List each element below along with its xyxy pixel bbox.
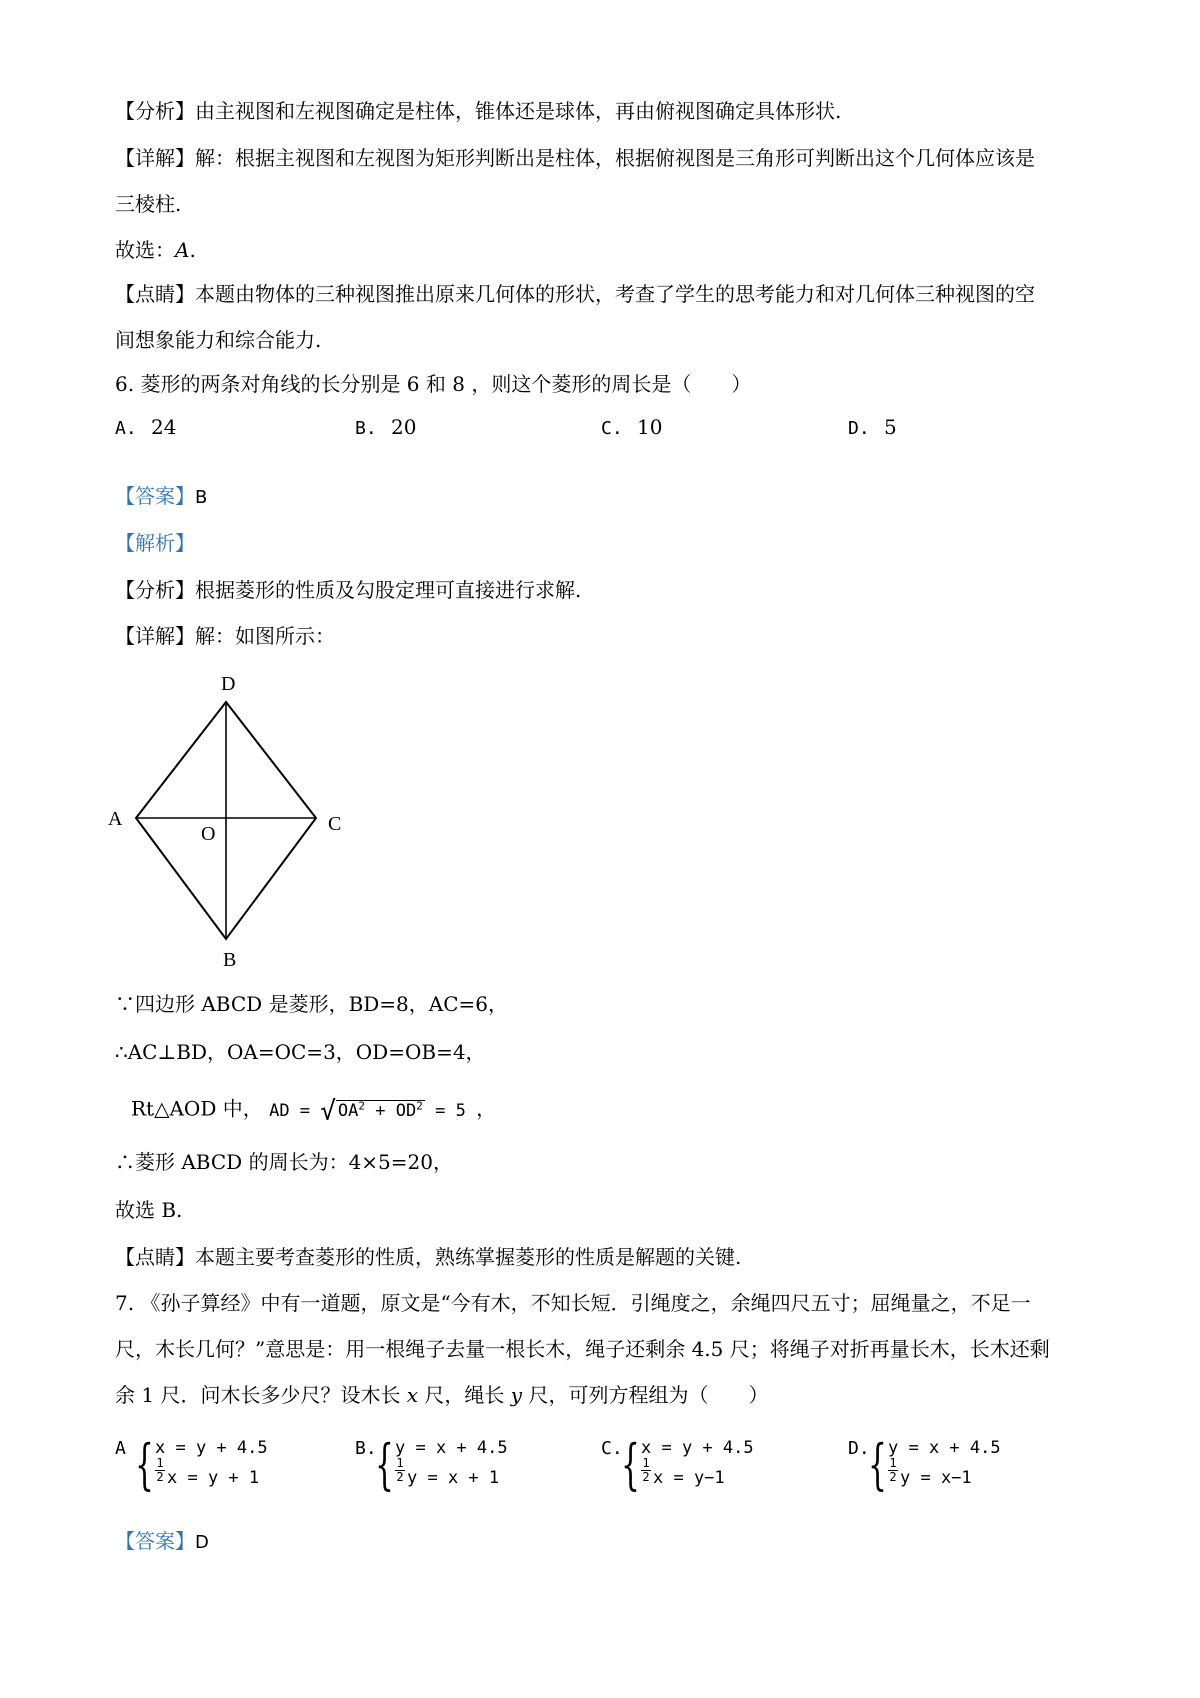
q7-option-c-letter: C. [601, 1438, 623, 1459]
q7-option-b-eq1: y = x + 4.5 [395, 1438, 508, 1458]
q6-option-a [115, 413, 177, 443]
q6-step3-formula [269, 1096, 476, 1127]
vertex-label-d: D [221, 673, 236, 695]
q5-choice-suffix: . [189, 238, 196, 262]
q5-detail-line1: 【详解】解：根据主视图和左视图为矩形判断出是柱体，根据俯视图是三角形可判断出这个几何体应该是 [115, 146, 1035, 170]
q7-option-d [848, 1433, 1078, 1498]
q7-option-c-fraction [641, 1458, 651, 1483]
exponent-od: 2 [416, 1099, 423, 1112]
brace-icon: { [135, 1433, 154, 1496]
q7-option-d-letter: D. [848, 1438, 870, 1459]
q6-step3 [131, 1092, 496, 1126]
q6-choice: 故选 B. [115, 1198, 183, 1222]
fraction-numerator: 1 [642, 1456, 650, 1470]
brace-icon: { [621, 1433, 640, 1496]
q6-answer-value: B [195, 487, 208, 508]
radicand-plus: + [365, 1100, 396, 1121]
center-label-o: O [201, 823, 216, 845]
q6-option-c-letter: C. [601, 418, 623, 439]
radicand-od: OD [395, 1100, 417, 1121]
q6-option-b [355, 413, 417, 443]
q5-comment-line1: 【点睛】本题由物体的三种视图推出原来几何体的形状，考查了学生的思考能力和对几何体三种视图的空 [115, 282, 1035, 306]
q6-detail: 【详解】解：如图所示： [115, 624, 335, 648]
fraction-numerator: 1 [889, 1456, 897, 1470]
q5-choice-prefix: 故选： [115, 238, 175, 262]
q7-option-a-eq1: x = y + 4.5 [155, 1438, 268, 1458]
brace-icon: { [868, 1433, 887, 1496]
q6-option-d [848, 413, 897, 443]
q7-question-3a: 余 1 尺．问木长多少尺？设木长 [115, 1383, 407, 1407]
q7-option-b-fraction [395, 1458, 405, 1483]
q7-option-d-eq2: y = x−1 [900, 1468, 972, 1488]
q7-option-a-fraction [155, 1458, 165, 1483]
fraction-denominator: 2 [889, 1470, 897, 1484]
q7-answer-value: D [195, 1532, 209, 1553]
q6-step4: ∴菱形 ABCD 的周长为：4×5=20， [115, 1150, 453, 1174]
q7-question-3c: 尺，可列方程组为（ ） [522, 1383, 769, 1407]
vertex-label-c: C [328, 813, 342, 835]
q5-choice-letter: A [175, 238, 190, 262]
radicand-oa: OA [337, 1100, 359, 1121]
brace-icon: { [375, 1433, 394, 1496]
q7-question-line2: 尺，木长几何？”意思是：用一根绳子去量一根长木，绳子还剩余 4.5 尺；将绳子对折再量长木，长木还剩 [115, 1337, 1050, 1361]
q7-option-d-fraction [888, 1458, 898, 1483]
q7-question-line3 [115, 1381, 768, 1409]
exponent-oa: 2 [358, 1099, 366, 1112]
q6-option-c [601, 413, 663, 443]
fraction-numerator: 1 [156, 1456, 164, 1470]
q7-option-b [355, 1433, 585, 1498]
q7-option-c-eq2: x = y−1 [653, 1468, 725, 1488]
q7-answer-tag: 【答案】 [115, 1529, 195, 1553]
q6-option-d-value: 5 [884, 415, 897, 439]
q7-var-x: x [406, 1383, 419, 1407]
q7-option-a [115, 1433, 345, 1498]
q6-option-d-letter: D. [848, 418, 870, 439]
q6-step3-rhs: = 5 [424, 1100, 466, 1121]
q7-question-line1: 7. 《孙子算经》中有一道题，原文是“今有木，不知长短．引绳度之，余绳四尺五寸；屈绳量之，不足一 [115, 1291, 1031, 1315]
fraction-numerator: 1 [396, 1456, 404, 1470]
q6-option-c-value: 10 [637, 415, 663, 439]
fraction-denominator: 2 [642, 1470, 650, 1484]
square-root [320, 1092, 425, 1126]
rhombus-figure [100, 660, 360, 980]
q6-step3-lhs: AD = [269, 1100, 321, 1121]
q5-analysis: 【分析】由主视图和左视图确定是柱体，锥体还是球体，再由俯视图确定具体形状. [115, 99, 842, 123]
q5-choice [115, 236, 196, 264]
q6-answer [115, 482, 207, 512]
radical-sign-icon: √ [320, 1096, 336, 1127]
q6-option-a-letter: A. [115, 418, 137, 439]
q7-option-c-eq1: x = y + 4.5 [641, 1438, 754, 1458]
q6-answer-tag: 【答案】 [115, 484, 195, 508]
fraction-denominator: 2 [156, 1470, 164, 1484]
q7-option-b-eq2: y = x + 1 [407, 1468, 500, 1488]
q5-comment-line2: 间想象能力和综合能力. [115, 328, 322, 352]
q6-explain-tag: 【解析】 [115, 531, 195, 555]
q7-var-y: y [510, 1383, 523, 1407]
q6-option-b-value: 20 [391, 415, 417, 439]
q6-comment: 【点睛】本题主要考查菱形的性质，熟练掌握菱形的性质是解题的关键. [115, 1245, 742, 1269]
vertex-label-b: B [223, 949, 237, 971]
q7-option-a-eq2: x = y + 1 [167, 1468, 260, 1488]
q7-option-a-letter: A [115, 1438, 126, 1459]
q6-question: 6. 菱形的两条对角线的长分别是 6 和 8 ，则这个菱形的周长是（ ） [115, 372, 752, 396]
q7-answer [115, 1527, 209, 1557]
vertex-label-a: A [108, 808, 123, 830]
q7-question-3b: 尺，绳长 [418, 1383, 511, 1407]
q6-option-a-value: 24 [151, 415, 177, 439]
q7-option-d-eq1: y = x + 4.5 [888, 1438, 1001, 1458]
q7-option-b-letter: B. [355, 1438, 377, 1459]
q6-step2: ∴AC⊥BD，OA=OC=3，OD=OB=4， [115, 1040, 486, 1064]
fraction-denominator: 2 [396, 1470, 404, 1484]
q6-step3-prefix: Rt△AOD 中， [131, 1096, 263, 1121]
radicand [336, 1100, 425, 1121]
q6-option-b-letter: B. [355, 418, 377, 439]
q6-step3-end: ， [476, 1096, 497, 1121]
q6-analysis: 【分析】根据菱形的性质及勾股定理可直接进行求解. [115, 578, 582, 602]
q6-step1: ∵四边形 ABCD 是菱形，BD=8，AC=6， [115, 992, 509, 1016]
q7-option-c [601, 1433, 831, 1498]
q5-detail-line2: 三棱柱. [115, 192, 182, 216]
